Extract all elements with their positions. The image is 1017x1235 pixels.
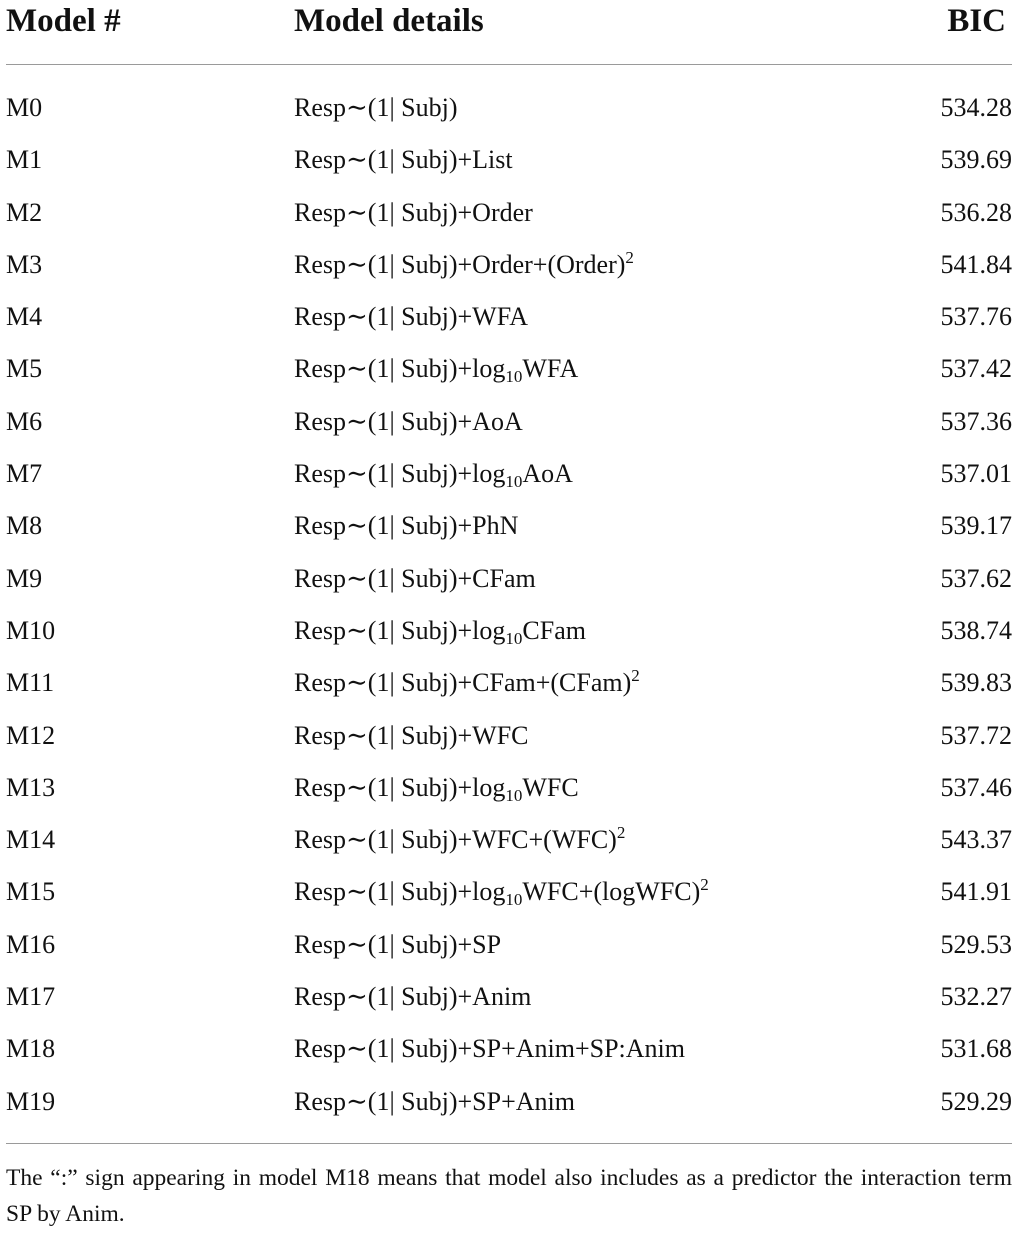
- formula-term: +WFC: [457, 720, 529, 750]
- model-details-cell: [294, 406, 523, 438]
- model-details-cell: [294, 667, 640, 699]
- model-details-cell: [294, 510, 518, 542]
- bic-value-cell: 537.36: [940, 406, 1012, 436]
- log-base-subscript: 10: [505, 785, 523, 805]
- model-number-cell: M10: [6, 615, 56, 645]
- table-row: [6, 396, 1012, 448]
- model-number-cell: M0: [6, 93, 43, 122]
- table-row: [6, 343, 1012, 395]
- model-number-cell: M1: [6, 145, 43, 175]
- model-number-cell: M7: [6, 459, 43, 489]
- table-row: [6, 553, 1012, 605]
- formula-term: +log: [457, 354, 506, 384]
- model-base-formula: Resp∼(1| Subj): [294, 145, 458, 175]
- bic-value-cell: 532.27: [940, 982, 1012, 1012]
- table-row: [6, 82, 1012, 134]
- model-details-cell: [294, 720, 529, 752]
- bic-value-cell: 537.46: [940, 772, 1012, 802]
- model-base-formula: Resp∼(1| Subj): [294, 929, 458, 959]
- table-row: [6, 1076, 1012, 1128]
- model-details-cell: [294, 981, 531, 1013]
- table-row: [6, 239, 1012, 291]
- table-row: [6, 1023, 1012, 1075]
- formula-term: +PhN: [457, 511, 519, 541]
- table-row: [6, 866, 1012, 918]
- bic-value-cell: 531.68: [940, 1034, 1012, 1064]
- model-base-formula: Resp∼(1| Subj): [294, 249, 458, 279]
- model-comparison-table: [6, 0, 1012, 1116]
- table-row: [6, 710, 1012, 762]
- formula-term: +WFA: [457, 302, 529, 332]
- log-base-subscript: 10: [505, 629, 523, 649]
- bic-value-cell: 541.84: [940, 249, 1012, 279]
- bic-value-cell: 541.91: [940, 877, 1012, 907]
- model-number-cell: M3: [6, 249, 43, 279]
- model-number-cell: M18: [6, 1034, 56, 1064]
- model-number-cell: M17: [6, 982, 56, 1012]
- log-base-subscript: 10: [505, 472, 523, 492]
- formula-term: CFam: [522, 615, 586, 645]
- formula-term: WFC: [522, 772, 579, 802]
- model-number-cell: M16: [6, 929, 56, 959]
- model-base-formula: Resp∼(1| Subj): [294, 563, 458, 593]
- bic-value-cell: 538.74: [940, 615, 1012, 645]
- model-details-cell: [294, 249, 634, 281]
- model-number-cell: M15: [6, 877, 56, 907]
- formula-term: +SP+Anim: [457, 1086, 575, 1116]
- table-row: [6, 814, 1012, 866]
- header-model-details: Model details: [294, 3, 484, 39]
- bic-value-cell: 537.62: [940, 563, 1012, 593]
- model-base-formula: Resp∼(1| Subj): [294, 1086, 458, 1116]
- model-details-cell: [294, 197, 533, 229]
- table-row: [6, 134, 1012, 186]
- formula-term: +SP: [457, 929, 502, 959]
- model-base-formula: Resp∼(1| Subj): [294, 825, 458, 855]
- header-divider: [6, 64, 1012, 65]
- model-number-cell: M6: [6, 406, 43, 436]
- model-number-cell: M14: [6, 825, 56, 855]
- model-base-formula: Resp∼(1| Subj): [294, 877, 458, 907]
- model-number-cell: M2: [6, 197, 43, 227]
- formula-term: +log: [457, 615, 506, 645]
- table-row: [6, 762, 1012, 814]
- formula-term: +log: [457, 772, 506, 802]
- formula-term: +WFC+(WFC): [457, 825, 617, 855]
- table-row: [6, 291, 1012, 343]
- model-details-cell: [294, 824, 625, 856]
- model-base-formula: Resp∼(1| Subj): [294, 406, 458, 436]
- table-header: [6, 0, 1012, 44]
- model-base-formula: Resp∼(1| Subj): [294, 459, 458, 489]
- bic-value-cell: 543.37: [940, 825, 1012, 855]
- model-base-formula: Resp∼(1| Subj): [294, 615, 458, 645]
- formula-term: +Anim: [457, 982, 532, 1012]
- model-base-formula: Resp∼(1| Subj): [294, 668, 458, 698]
- model-details-cell: [294, 144, 513, 176]
- bic-value-cell: 537.72: [940, 720, 1012, 750]
- table-body: [6, 82, 1012, 1128]
- table-row: [6, 657, 1012, 709]
- formula-term: +List: [457, 145, 513, 175]
- exponent: 2: [625, 247, 634, 267]
- table-row: [6, 500, 1012, 552]
- model-details-cell: [294, 1086, 575, 1118]
- bic-value-cell: 529.53: [940, 929, 1012, 959]
- header-model-number: Model #: [6, 3, 121, 39]
- formula-term: +Order+(Order): [457, 249, 626, 279]
- formula-term: +log: [457, 459, 506, 489]
- model-number-cell: M8: [6, 511, 43, 541]
- model-number-cell: M19: [6, 1086, 56, 1116]
- model-details-cell: [294, 1033, 685, 1065]
- model-base-formula: Resp∼(1| Subj): [294, 1034, 458, 1064]
- model-base-formula: Resp∼(1| Subj): [294, 93, 458, 122]
- bic-value-cell: 534.28: [940, 93, 1012, 122]
- bic-value-cell: 539.83: [940, 668, 1012, 698]
- formula-term: +CFam: [457, 563, 536, 593]
- table-row: [6, 605, 1012, 657]
- model-details-cell: [294, 876, 709, 908]
- bic-value-cell: 539.17: [940, 511, 1012, 541]
- log-base-subscript: 10: [505, 890, 523, 910]
- bic-value-cell: 539.69: [940, 145, 1012, 175]
- formula-term: +log: [457, 877, 506, 907]
- table-row: [6, 187, 1012, 239]
- table-row: [6, 448, 1012, 500]
- bic-value-cell: 529.29: [940, 1086, 1012, 1116]
- model-details-cell: [294, 772, 579, 804]
- formula-term: +CFam+(CFam): [457, 668, 632, 698]
- model-base-formula: Resp∼(1| Subj): [294, 197, 458, 227]
- formula-term: WFA: [522, 354, 579, 384]
- log-base-subscript: 10: [505, 367, 523, 387]
- model-base-formula: Resp∼(1| Subj): [294, 302, 458, 332]
- table-bottom-divider: [6, 1143, 1012, 1144]
- exponent: 2: [700, 875, 709, 895]
- formula-term: +SP+Anim+SP:Anim: [457, 1034, 685, 1064]
- model-base-formula: Resp∼(1| Subj): [294, 511, 458, 541]
- bic-value-cell: 537.76: [940, 302, 1012, 332]
- table-row: [6, 971, 1012, 1023]
- model-base-formula: Resp∼(1| Subj): [294, 720, 458, 750]
- header-bic: BIC: [947, 3, 1006, 39]
- model-number-cell: M5: [6, 354, 43, 384]
- model-details-cell: [294, 301, 528, 333]
- formula-term: AoA: [522, 459, 573, 489]
- bic-value-cell: 536.28: [940, 197, 1012, 227]
- model-details-cell: [294, 615, 586, 647]
- exponent: 2: [616, 822, 626, 842]
- model-number-cell: M9: [6, 563, 43, 593]
- formula-term: WFC+(logWFC): [522, 877, 701, 907]
- model-number-cell: M11: [6, 668, 55, 698]
- bic-value-cell: 537.01: [940, 459, 1012, 489]
- model-details-cell: [294, 563, 536, 595]
- model-details-cell: [294, 458, 573, 490]
- model-base-formula: Resp∼(1| Subj): [294, 354, 458, 384]
- model-details-cell: [294, 92, 458, 124]
- formula-term: +AoA: [457, 406, 523, 436]
- model-details-cell: [294, 929, 501, 961]
- table-footnote: The “:” sign appearing in model M18 means that model also includes as a predictor the interaction term SP by Anim.: [6, 1165, 1012, 1227]
- bic-value-cell: 537.42: [940, 354, 1012, 384]
- model-number-cell: M4: [6, 302, 43, 332]
- model-details-cell: [294, 353, 578, 385]
- model-base-formula: Resp∼(1| Subj): [294, 982, 458, 1012]
- formula-term: +Order: [457, 197, 533, 227]
- model-number-cell: M12: [6, 720, 56, 750]
- table-row: [6, 919, 1012, 971]
- exponent: 2: [631, 666, 640, 686]
- model-number-cell: M13: [6, 772, 56, 802]
- model-base-formula: Resp∼(1| Subj): [294, 772, 458, 802]
